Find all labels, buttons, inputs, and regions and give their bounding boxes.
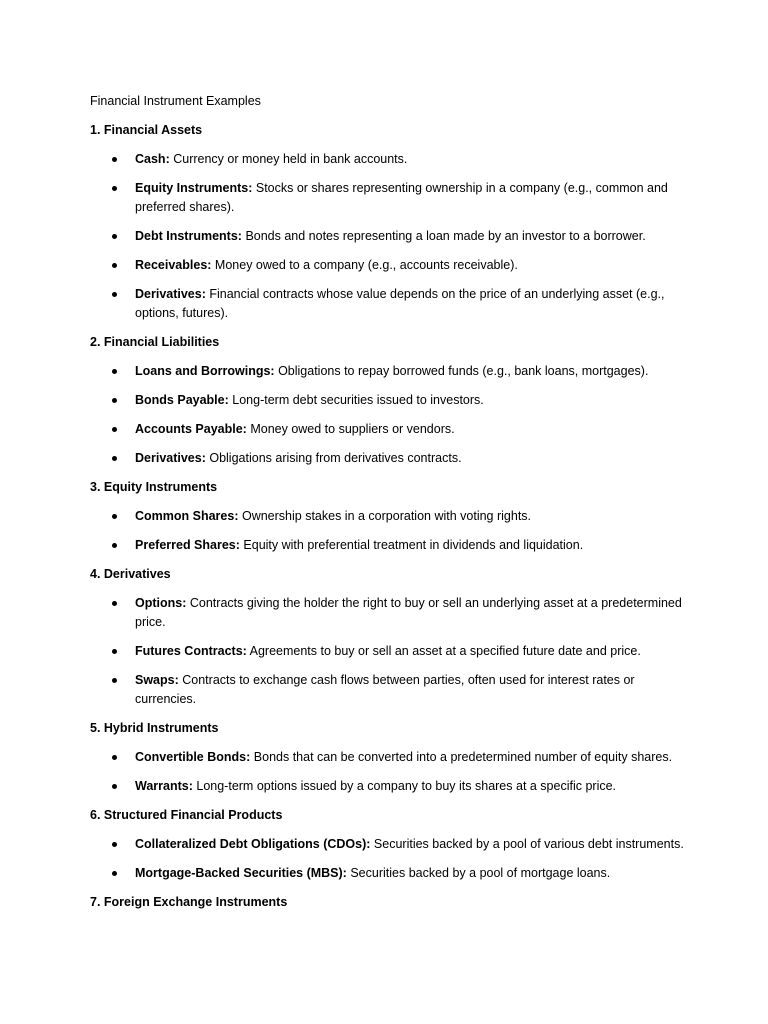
section-heading: 2. Financial Liabilities (90, 335, 220, 349)
bullet-list (90, 362, 690, 468)
section-heading: 7. Foreign Exchange Instruments (90, 895, 288, 909)
item-term: Equity Instruments: (135, 181, 253, 195)
list-item (90, 642, 690, 661)
section (90, 893, 690, 912)
item-term: Warrants: (135, 779, 193, 793)
list-item (90, 285, 690, 323)
list-item (90, 449, 690, 468)
list-item (90, 748, 690, 767)
sections-container (90, 121, 690, 912)
item-term: Mortgage-Backed Securities (MBS): (135, 866, 347, 880)
bullet-icon (112, 427, 117, 432)
bullet-list (90, 507, 690, 555)
item-term: Loans and Borrowings: (135, 364, 275, 378)
section-heading: 6. Structured Financial Products (90, 808, 283, 822)
item-term: Debt Instruments: (135, 229, 242, 243)
item-description: Long-term options issued by a company to buy its shares at a specific price. (196, 779, 617, 793)
item-description: Stocks or shares representing ownership in a company (e.g., common and preferred shares). (135, 181, 668, 214)
list-item (90, 864, 690, 883)
item-description: Equity with preferential treatment in dividends and liquidation. (243, 538, 584, 552)
item-term: Derivatives: (135, 287, 206, 301)
section-heading: 5. Hybrid Instruments (90, 721, 219, 735)
item-description: Contracts to exchange cash flows between parties, often used for interest rates or currencies. (135, 673, 635, 706)
list-item (90, 420, 690, 439)
bullet-list (90, 748, 690, 796)
item-term: Derivatives: (135, 451, 206, 465)
bullet-icon (112, 186, 117, 191)
section-heading: 4. Derivatives (90, 567, 171, 581)
list-item (90, 179, 690, 217)
item-term: Swaps: (135, 673, 179, 687)
bullet-icon (112, 842, 117, 847)
section (90, 719, 690, 796)
list-item (90, 362, 690, 381)
item-term: Collateralized Debt Obligations (CDOs): (135, 837, 371, 851)
item-term: Options: (135, 596, 187, 610)
bullet-icon (112, 543, 117, 548)
item-term: Accounts Payable: (135, 422, 247, 436)
list-item (90, 507, 690, 526)
document-title: Financial Instrument Examples (90, 94, 261, 108)
bullet-icon (112, 456, 117, 461)
item-term: Common Shares: (135, 509, 239, 523)
item-description: Money owed to suppliers or vendors. (250, 422, 455, 436)
bullet-icon (112, 157, 117, 162)
item-description: Securities backed by a pool of various debt instruments. (373, 837, 684, 851)
list-item (90, 227, 690, 246)
list-item (90, 777, 690, 796)
bullet-icon (112, 649, 117, 654)
item-description: Obligations to repay borrowed funds (e.g., bank loans, mortgages). (278, 364, 649, 378)
bullet-icon (112, 755, 117, 760)
list-item (90, 536, 690, 555)
bullet-icon (112, 678, 117, 683)
item-description: Ownership stakes in a corporation with voting rights. (241, 509, 532, 523)
item-term: Cash: (135, 152, 170, 166)
item-description: Bonds that can be converted into a predetermined number of equity shares. (253, 750, 673, 764)
item-description: Contracts giving the holder the right to buy or sell an underlying asset at a predetermined price. (135, 596, 682, 629)
document-content (90, 92, 690, 922)
item-term: Convertible Bonds: (135, 750, 251, 764)
list-item (90, 594, 690, 632)
bullet-list (90, 835, 690, 883)
item-term: Preferred Shares: (135, 538, 240, 552)
section (90, 806, 690, 883)
section (90, 333, 690, 468)
list-item (90, 150, 690, 169)
bullet-icon (112, 263, 117, 268)
section-heading: 1. Financial Assets (90, 123, 203, 137)
item-description: Securities backed by a pool of mortgage loans. (350, 866, 611, 880)
item-term: Receivables: (135, 258, 212, 272)
bullet-icon (112, 871, 117, 876)
bullet-list (90, 150, 690, 323)
item-description: Financial contracts whose value depends on the price of an underlying asset (e.g., options, futures). (135, 287, 665, 320)
list-item (90, 391, 690, 410)
item-description: Currency or money held in bank accounts. (173, 152, 408, 166)
item-term: Futures Contracts: (135, 644, 247, 658)
bullet-icon (112, 234, 117, 239)
bullet-icon (112, 369, 117, 374)
section (90, 565, 690, 709)
bullet-icon (112, 292, 117, 297)
bullet-list (90, 594, 690, 709)
item-description: Obligations arising from derivatives contracts. (209, 451, 462, 465)
section (90, 478, 690, 555)
section (90, 121, 690, 323)
bullet-icon (112, 514, 117, 519)
item-term: Bonds Payable: (135, 393, 229, 407)
item-description: Bonds and notes representing a loan made by an investor to a borrower. (245, 229, 646, 243)
item-description: Money owed to a company (e.g., accounts receivable). (214, 258, 518, 272)
bullet-icon (112, 601, 117, 606)
bullet-icon (112, 784, 117, 789)
list-item (90, 835, 690, 854)
item-description: Agreements to buy or sell an asset at a specified future date and price. (249, 644, 641, 658)
bullet-icon (112, 398, 117, 403)
section-heading: 3. Equity Instruments (90, 480, 218, 494)
item-description: Long-term debt securities issued to investors. (232, 393, 484, 407)
list-item (90, 671, 690, 709)
list-item (90, 256, 690, 275)
